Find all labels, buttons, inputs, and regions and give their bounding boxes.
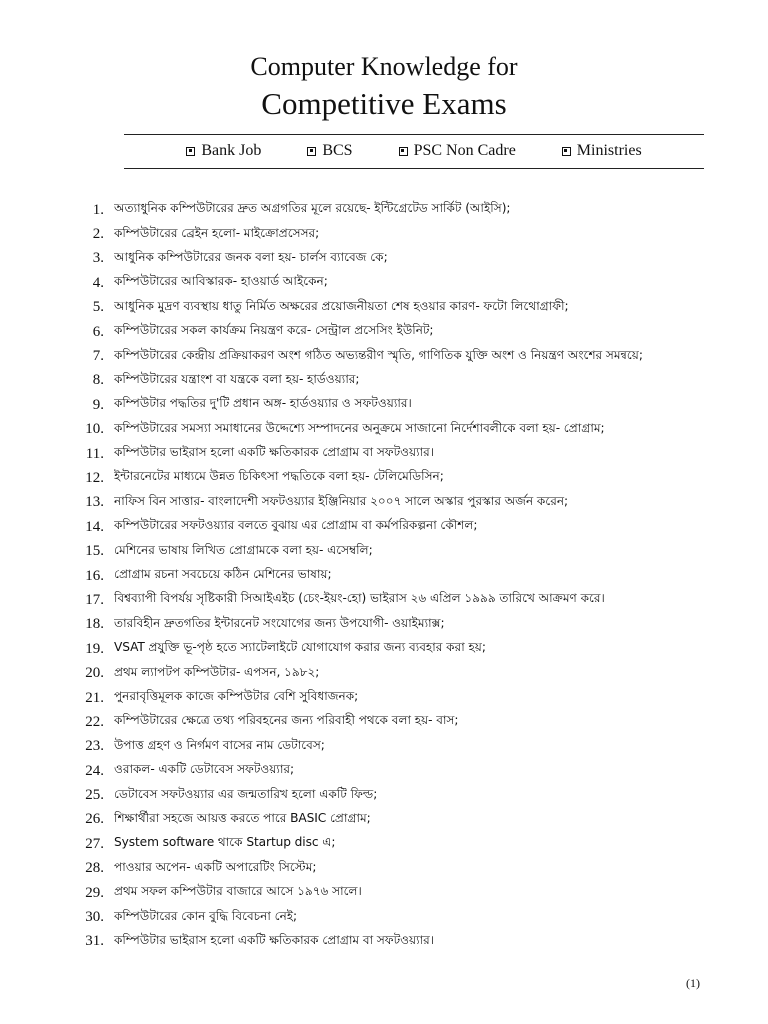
item-number: 14. bbox=[85, 518, 104, 535]
item-number: 6. bbox=[92, 323, 104, 340]
tag-bcs bbox=[307, 142, 352, 160]
item-text: প্রথম ল্যাপটপ কম্পিউটার- এপসন, ১৯৮২; bbox=[114, 664, 320, 679]
square-bullet-icon bbox=[186, 147, 195, 156]
item-number: 13. bbox=[85, 494, 104, 511]
list-item bbox=[0, 808, 768, 832]
list-item bbox=[0, 637, 768, 661]
list-item bbox=[0, 515, 768, 539]
list-item bbox=[0, 344, 768, 368]
list-item bbox=[0, 881, 768, 905]
list-item bbox=[0, 418, 768, 442]
item-text: বিশ্বব্যাপী বিপর্যয় সৃষ্টিকারী সিআইএইচ (চেং-ইয়ং-হো) ভাইরাস ২৬ এপ্রিল ১৯৯৯ তারিখে আক্রমণ করে। bbox=[114, 591, 605, 606]
list-item bbox=[0, 369, 768, 393]
list-item bbox=[0, 222, 768, 246]
item-text: কম্পিউটারের সমস্যা সমাধানের উদ্দেশ্যে সম্পাদনের অনুক্রমে সাজানো নির্দেশাবলীকে বলা হয়- প্রোগ্রাম; bbox=[114, 420, 605, 435]
item-text: মেশিনের ভাষায় লিখিত প্রোগ্রামকে বলা হয়- এসেম্বলি; bbox=[114, 542, 373, 557]
item-number: 12. bbox=[85, 469, 104, 486]
item-text: পাওয়ার অপেন- একটি অপারেটিং সিস্টেম; bbox=[114, 859, 317, 874]
tag-label: PSC Non Cadre bbox=[413, 142, 516, 159]
document-header bbox=[0, 52, 768, 124]
square-bullet-icon bbox=[562, 147, 571, 156]
item-number: 17. bbox=[85, 591, 104, 608]
list-item bbox=[0, 564, 768, 588]
tag-label: BCS bbox=[322, 142, 353, 159]
item-text: কম্পিউটারের কেন্দ্রীয় প্রক্রিয়াকরণ অংশ গঠিত অভ্যন্তরীণ স্মৃতি, গাণিতিক যুক্তি অংশ ও নিয়ন্ত্রণ অংশের সমন্বয়ে; bbox=[114, 347, 643, 362]
list-item bbox=[0, 905, 768, 929]
square-bullet-icon bbox=[399, 147, 408, 156]
item-number: 9. bbox=[92, 396, 104, 413]
item-number: 19. bbox=[85, 640, 104, 657]
item-text: কম্পিউটারের সফটওয়্যার বলতে বুঝায় এর প্রোগ্রাম বা কর্মপরিকল্পনা কৌশল; bbox=[114, 518, 478, 533]
list-item bbox=[0, 393, 768, 417]
item-text: কম্পিউটারের ক্ষেত্রে তথ্য পরিবহনের জন্য পরিবাহী পথকে বলা হয়- বাস; bbox=[114, 713, 459, 728]
list-item bbox=[0, 759, 768, 783]
item-text: ডেটাবেস সফটওয়্যার এর জন্মতারিখ হলো একটি ফিল্ড; bbox=[114, 786, 378, 801]
list-item bbox=[0, 539, 768, 563]
item-number: 5. bbox=[92, 299, 104, 316]
title-line-2: Competitive Exams bbox=[261, 86, 507, 121]
item-text: কম্পিউটারের আবিস্কারক- হাওয়ার্ড আইকেন; bbox=[114, 274, 328, 289]
item-number: 23. bbox=[85, 738, 104, 755]
item-text: কম্পিউটার ভাইরাস হলো একটি ক্ষতিকারক প্রোগ্রাম বা সফটওয়্যার। bbox=[114, 932, 435, 947]
item-text: ইন্টারনেটের মাধ্যমে উন্নত চিকিৎসা পদ্ধতিকে বলা হয়- টেলিমেডিসিন; bbox=[114, 469, 444, 484]
list-item bbox=[0, 198, 768, 222]
item-number: 28. bbox=[85, 860, 104, 877]
list-item bbox=[0, 491, 768, 515]
item-text: শিক্ষার্থীরা সহজে আয়ত্ত করতে পারে BASIC প্রোগ্রাম; bbox=[114, 810, 371, 825]
item-text: কম্পিউটারের যন্ত্রাংশ বা যন্ত্রকে বলা হয়- হার্ডওয়্যার; bbox=[114, 371, 360, 386]
item-number: 21. bbox=[85, 689, 104, 706]
list-item bbox=[0, 588, 768, 612]
item-number: 1. bbox=[92, 201, 104, 218]
item-text: VSAT প্রযুক্তি ভূ-পৃষ্ঠ হতে স্যাটেলাইটে যোগাযোগ করার জন্য ব্যবহার করা হয়; bbox=[114, 640, 486, 655]
title-line-1: Computer Knowledge for bbox=[250, 52, 518, 81]
exam-category-row bbox=[124, 137, 704, 165]
item-text: কম্পিউটার পদ্ধতির দু'টি প্রধান অঙ্গ- হার্ডওয়্যার ও সফটওয়্যার। bbox=[114, 396, 412, 411]
list-item bbox=[0, 296, 768, 320]
page-number: (1) bbox=[686, 976, 700, 990]
list-item bbox=[0, 735, 768, 759]
item-number: 31. bbox=[85, 933, 104, 950]
fact-list bbox=[0, 198, 768, 954]
tag-psc-non-cadre bbox=[399, 142, 516, 160]
header-rule-top bbox=[124, 134, 704, 135]
list-item bbox=[0, 686, 768, 710]
item-number: 18. bbox=[85, 616, 104, 633]
tag-label: Ministries bbox=[576, 142, 642, 159]
item-number: 11. bbox=[85, 445, 104, 462]
item-text: প্রোগ্রাম রচনা সবচেয়ে কঠিন মেশিনের ভাষায়; bbox=[114, 567, 332, 582]
list-item bbox=[0, 930, 768, 954]
item-number: 29. bbox=[85, 884, 104, 901]
item-number: 26. bbox=[85, 811, 104, 828]
item-number: 16. bbox=[85, 567, 104, 584]
list-item bbox=[0, 247, 768, 271]
list-item bbox=[0, 320, 768, 344]
item-text: প্রথম সফল কম্পিউটার বাজারে আসে ১৯৭৬ সালে। bbox=[114, 884, 362, 899]
list-item bbox=[0, 466, 768, 490]
item-text: কম্পিউটারের ব্রেইন হলো- মাইক্রোপ্রসেসর; bbox=[114, 225, 320, 240]
item-text: System software থাকে Startup disc এ; bbox=[114, 835, 336, 850]
item-text: অত্যাধুনিক কম্পিউটারের দ্রুত অগ্রগতির মূলে রয়েছে- ইন্টিগ্রেটেড সার্কিট (আইসি); bbox=[114, 201, 511, 216]
item-text: আধুনিক কম্পিউটারের জনক বলা হয়- চার্লস ব্যাবেজ কে; bbox=[114, 249, 388, 264]
item-text: পুনরাবৃত্তিমূলক কাজে কম্পিউটার বেশি সুবিধাজনক; bbox=[114, 689, 359, 703]
item-number: 7. bbox=[92, 348, 104, 365]
item-text: তারবিহীন দ্রুতগতির ইন্টারনেট সংযোগের জন্য উপযোগী- ওয়াইম্যাক্স; bbox=[114, 615, 445, 630]
item-text: আধুনিক মুদ্রণ ব্যবস্থায় ধাতু নির্মিত অক্ষরের প্রয়োজনীয়তা শেষ হওয়ার কারণ- ফটো লিথোগ্রাফী; bbox=[114, 298, 569, 313]
item-text: কম্পিউটারের কোন বুদ্ধি বিবেচনা নেই; bbox=[114, 908, 297, 923]
list-item bbox=[0, 661, 768, 685]
list-item bbox=[0, 271, 768, 295]
item-text: নাফিস বিন সাত্তার- বাংলাদেশী সফটওয়্যার ইঞ্জিনিয়ার ২০০৭ সালে অস্কার পুরস্কার অর্জন করেন; bbox=[114, 493, 569, 508]
item-number: 15. bbox=[85, 543, 104, 560]
item-number: 20. bbox=[85, 665, 104, 682]
item-number: 25. bbox=[85, 787, 104, 804]
item-text: ওরাকল- একটি ডেটাবেস সফটওয়্যার; bbox=[114, 762, 295, 777]
square-bullet-icon bbox=[307, 147, 316, 156]
list-item bbox=[0, 613, 768, 637]
list-item bbox=[0, 857, 768, 881]
tag-label: Bank Job bbox=[201, 142, 262, 159]
item-number: 27. bbox=[85, 835, 104, 852]
item-number: 22. bbox=[85, 713, 104, 730]
item-number: 2. bbox=[92, 226, 104, 243]
item-text: কম্পিউটারের সকল কার্যক্রম নিয়ন্ত্রণ করে- সেন্ট্রাল প্রসেসিং ইউনিট; bbox=[114, 323, 434, 338]
item-text: কম্পিউটার ভাইরাস হলো একটি ক্ষতিকারক প্রোগ্রাম বা সফটওয়্যার। bbox=[114, 445, 435, 460]
list-item bbox=[0, 783, 768, 807]
item-number: 8. bbox=[92, 372, 104, 389]
item-number: 24. bbox=[85, 762, 104, 779]
list-item bbox=[0, 442, 768, 466]
header-rule-bottom bbox=[124, 168, 704, 169]
item-number: 4. bbox=[92, 274, 104, 291]
list-item bbox=[0, 832, 768, 856]
tag-bank-job bbox=[186, 142, 261, 160]
item-number: 30. bbox=[85, 909, 104, 926]
list-item bbox=[0, 710, 768, 734]
item-number: 3. bbox=[92, 250, 104, 267]
item-number: 10. bbox=[85, 421, 104, 438]
tag-ministries bbox=[562, 142, 642, 160]
item-text: উপাত্ত গ্রহণ ও নির্গমণ বাসের নাম ডেটাবেস; bbox=[114, 737, 325, 752]
